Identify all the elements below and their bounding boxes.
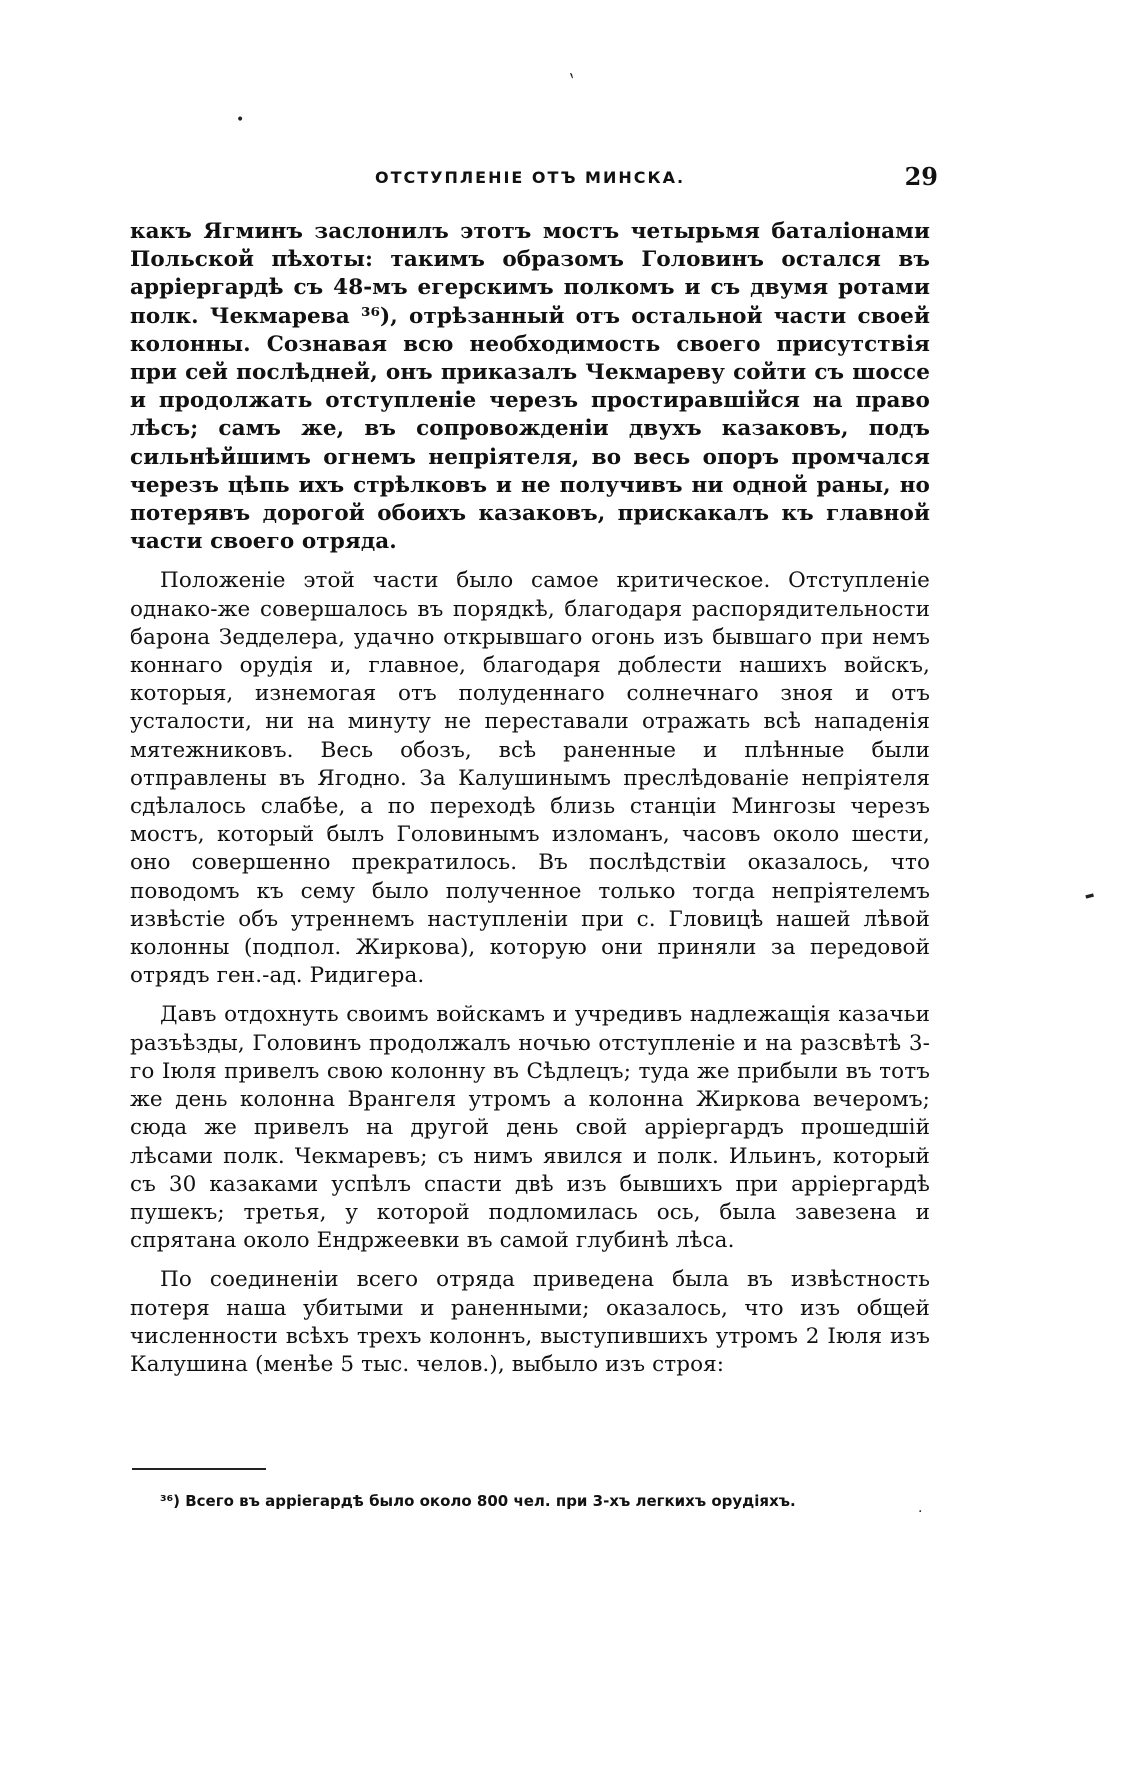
running-title: ОТСТУПЛЕНІЕ ОТЪ МИНСКА. bbox=[374, 168, 686, 187]
paragraph-1: какъ Ягминъ заслонилъ этотъ мостъ четырьмя баталіонами Польской пѣхоты: такимъ образомъ Головинъ остался въ арріергардѣ съ 48-мъ егерскимъ полкомъ и съ двумя ротами полк. Чекмарева ³⁶), отрѣзанный отъ остальной части своей колонны. Сознавая всю необходимость своего присутствія при сей послѣдней, онъ приказалъ Чекмареву сойти съ шоссе и продолжать отступленіе черезъ простиравшійся на право лѣсъ; самъ же, въ сопровожденіи двухъ казаковъ, подъ сильнѣйшимъ огнемъ непріятеля, во весь опоръ промчался черезъ цѣпь ихъ стрѣлковъ и не получивъ ни одной раны, но потерявъ дорогой обоихъ казаковъ, прискакалъ къ главной части своего отряда. bbox=[130, 219, 930, 555]
ink-dot-footer: . bbox=[918, 1500, 923, 1516]
paragraph-2: Положеніе этой части было самое критическое. Отступленіе однако-же совершалось въ порядкѣ, благодаря распорядительности барона Зедделера, удачно открывшаго огонь изъ бывшаго при немъ коннаго орудія и, главное, благодаря доблести нашихъ войскъ, которыя, изнемогая отъ полуденнаго солнечнаго зноя и отъ усталости, ни на минуту не переставали отражать всѣ нападенія мятежниковъ. Весь обозъ, всѣ раненные и плѣнные были отправлены въ Ягодно. За Калушинымъ преслѣдованіе непріятеля сдѣлалось слабѣе, а по переходѣ близь станціи Мингозы черезъ мостъ, который былъ Головинымъ изломанъ, часовъ около шести, оно совершенно прекратилось. Въ послѣдствіи оказалось, что поводомъ къ сему было полученное только тогда непріятелемъ извѣстіе объ утреннемъ наступленіи при с. Гловицѣ нашей лѣвой колонны (подпол. Жиркова), которую они приняли за передовой отрядъ ген.-ад. Ридигера. bbox=[130, 568, 930, 989]
body-text bbox=[130, 218, 930, 1390]
footnote-divider bbox=[132, 1468, 266, 1470]
margin-ink-mark: - bbox=[1080, 879, 1099, 911]
paragraph-4: По соединеніи всего отряда приведена была въ извѣстность потеря наша убитыми и раненными; оказалось, что изъ общей численности всѣхъ трехъ колоннъ, выступившихъ утромъ 2 Іюля изъ Калушина (менѣе 5 тыс. челов.), выбыло изъ строя: bbox=[130, 1267, 930, 1377]
paragraph-3: Давъ отдохнуть своимъ войскамъ и учредивъ надлежащія казачьи разъѣзды, Головинъ продолжалъ ночью отступленіе и на разсвѣтѣ 3-го Іюля привелъ свою колонну въ Сѣдлецъ; туда же прибыли въ тотъ же день колонна Врангеля утромъ а колонна Жиркова вечеромъ; сюда же привелъ на другой день свой арріергардъ прошедшій лѣсами полк. Чекмаревъ; съ нимъ явился и полк. Ильинъ, который съ 30 казаками успѣлъ спасти двѣ изъ бывшихъ при арріергардѣ пушекъ; третья, у которой подломилась ось, была завезена и спрятана около Ендржеевки въ самой глубинѣ лѣса. bbox=[130, 1002, 930, 1254]
footnote-marker: ³⁶) bbox=[160, 1492, 180, 1510]
footnote-text: Всего въ арріегардѣ было около 800 чел. при 3-хъ легкихъ орудіяхъ. bbox=[185, 1492, 796, 1510]
page-number: 29 bbox=[904, 162, 938, 191]
ink-dot: • bbox=[236, 112, 245, 128]
footnote bbox=[160, 1490, 940, 1512]
ink-mark: ` bbox=[560, 70, 579, 99]
page-header bbox=[130, 162, 938, 202]
